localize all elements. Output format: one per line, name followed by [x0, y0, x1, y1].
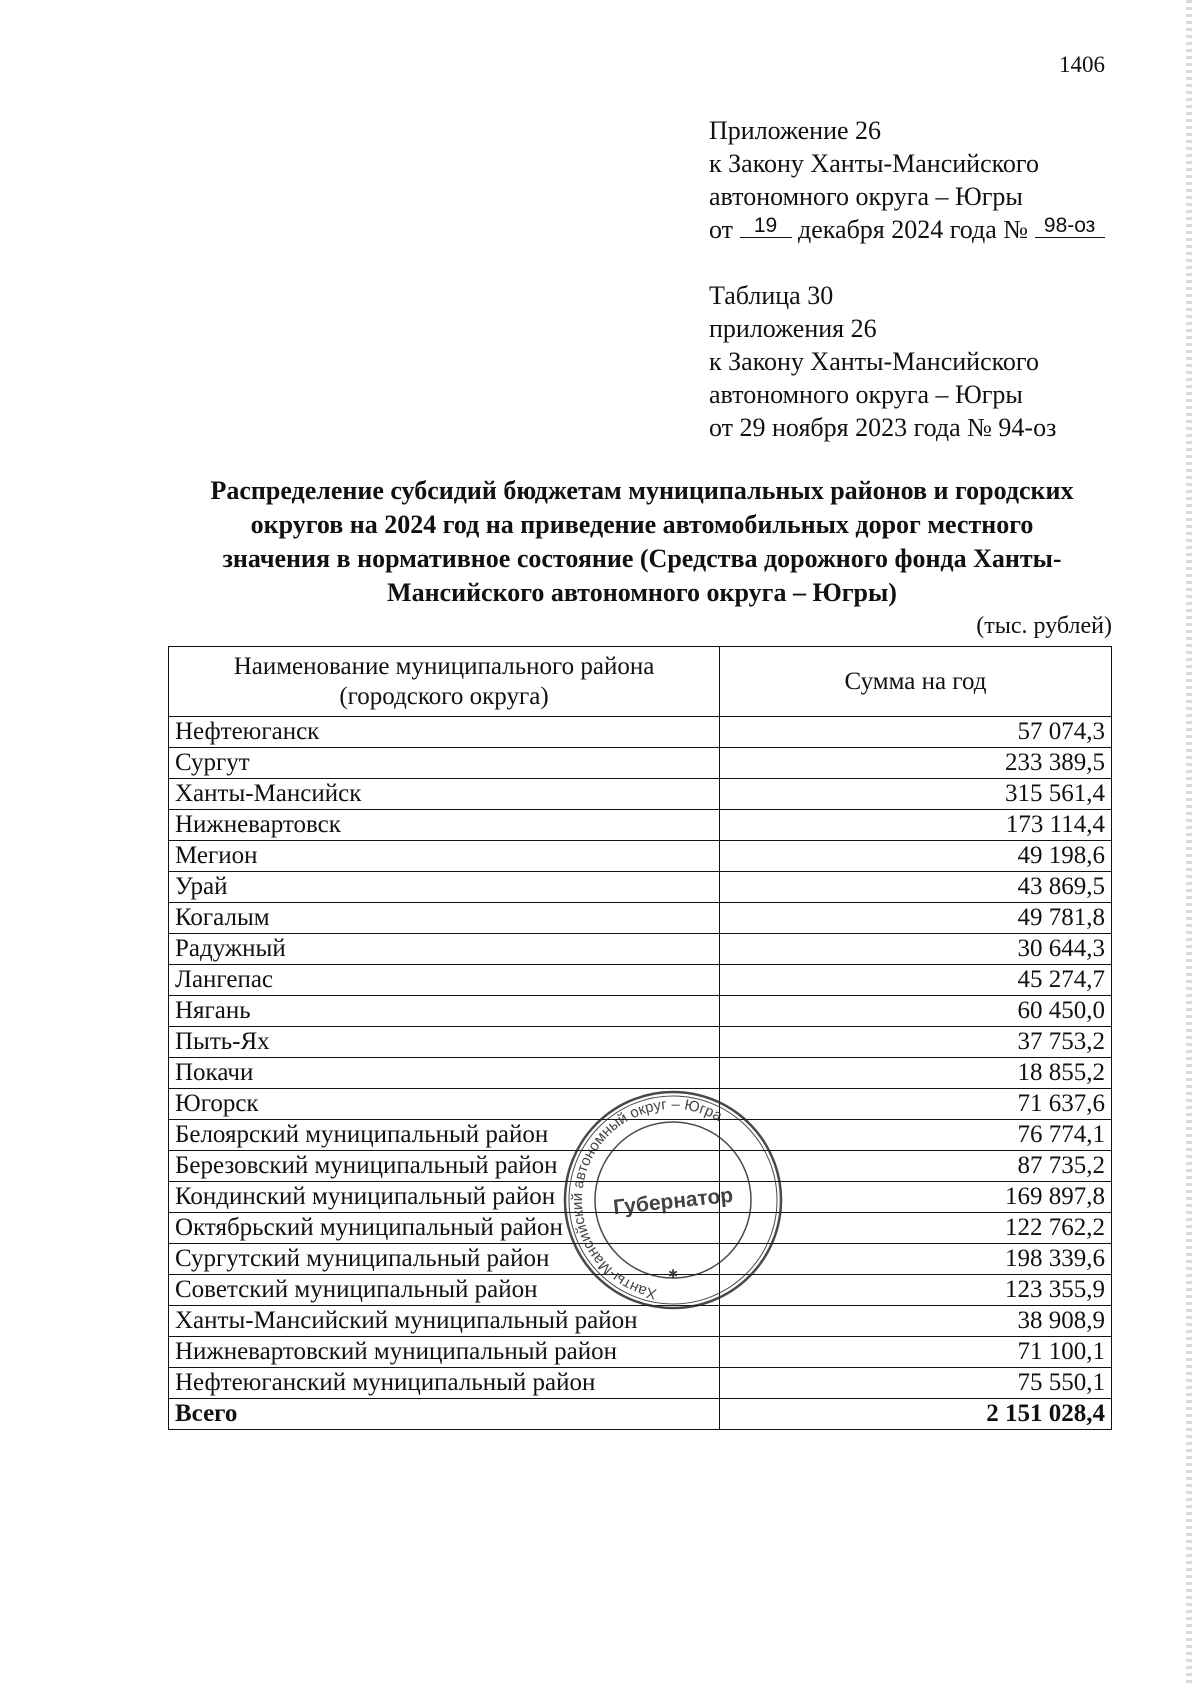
table-row [169, 965, 1112, 996]
appendix-date-line [709, 213, 1129, 246]
table-row [169, 1368, 1112, 1399]
annual-sum: 315 561,4 [720, 779, 1112, 810]
municipality-name: Белоярский муниципальный район [169, 1120, 720, 1151]
municipality-name: Ханты-Мансийск [169, 779, 720, 810]
title-line: Распределение субсидий бюджетам муниципальных районов и городских [210, 476, 1074, 505]
total-label: Всего [169, 1399, 720, 1430]
annual-sum: 169 897,8 [720, 1182, 1112, 1213]
municipality-name: Радужный [169, 934, 720, 965]
table-row [169, 872, 1112, 903]
annual-sum: 45 274,7 [720, 965, 1112, 996]
municipality-name: Лангепас [169, 965, 720, 996]
table-row [169, 1089, 1112, 1120]
table-row [169, 996, 1112, 1027]
annual-sum: 38 908,9 [720, 1306, 1112, 1337]
table-row [169, 1275, 1112, 1306]
municipality-name: Сургут [169, 748, 720, 779]
table-row [169, 934, 1112, 965]
table-header-row [169, 647, 1112, 717]
units-label: (тыс. рублей) [976, 613, 1112, 639]
annual-sum: 43 869,5 [720, 872, 1112, 903]
table-row [169, 1244, 1112, 1275]
date-middle: декабря 2024 года № [798, 215, 1029, 244]
title-line: Мансийского автономного округа – Югры) [387, 578, 897, 607]
table-row [169, 1058, 1112, 1089]
table-row [169, 748, 1112, 779]
municipality-name: Когалым [169, 903, 720, 934]
municipality-name: Советский муниципальный район [169, 1275, 720, 1306]
appendix-reference [709, 114, 1129, 246]
table-row [169, 779, 1112, 810]
annual-sum: 71 100,1 [720, 1337, 1112, 1368]
table-row [169, 1306, 1112, 1337]
header-name-cell [169, 647, 720, 717]
municipality-name: Октябрьский муниципальный район [169, 1213, 720, 1244]
annual-sum: 122 762,2 [720, 1213, 1112, 1244]
table-row [169, 1027, 1112, 1058]
annual-sum: 123 355,9 [720, 1275, 1112, 1306]
annual-sum: 233 389,5 [720, 748, 1112, 779]
annual-sum: 57 074,3 [720, 717, 1112, 748]
annual-sum: 49 198,6 [720, 841, 1112, 872]
annual-sum: 60 450,0 [720, 996, 1112, 1027]
appendix-line: автономного округа – Югры [709, 182, 1023, 211]
table-row [169, 1337, 1112, 1368]
municipality-name: Нижневартовский муниципальный район [169, 1337, 720, 1368]
header-name-line: Наименование муниципального района [233, 652, 655, 680]
municipality-name: Нижневартовск [169, 810, 720, 841]
municipality-name: Нягань [169, 996, 720, 1027]
document-title [168, 474, 1116, 610]
table-ref-line: от 29 ноября 2023 года № 94-оз [709, 413, 1057, 442]
municipality-name: Урай [169, 872, 720, 903]
subsidy-table [168, 646, 1112, 1430]
annual-sum: 71 637,6 [720, 1089, 1112, 1120]
annual-sum: 173 114,4 [720, 810, 1112, 841]
header-sum-cell: Сумма на год [720, 647, 1112, 717]
stamp-ring-textpath: Ханты-Мансийский автономный округ – Югра [568, 1095, 725, 1303]
scan-edge-artifact [1186, 0, 1192, 1686]
date-prefix: от [709, 215, 734, 244]
total-row [169, 1399, 1112, 1430]
annual-sum: 18 855,2 [720, 1058, 1112, 1089]
municipality-name: Югорск [169, 1089, 720, 1120]
table-row [169, 1151, 1112, 1182]
annual-sum: 76 774,1 [720, 1120, 1112, 1151]
municipality-name: Покачи [169, 1058, 720, 1089]
municipality-name: Нефтеюганский муниципальный район [169, 1368, 720, 1399]
law-day-field: 19 [740, 215, 792, 238]
table-row [169, 1213, 1112, 1244]
title-line: округов на 2024 год на приведение автомобильных дорог местного [250, 510, 1034, 539]
table-row [169, 810, 1112, 841]
table-row [169, 1120, 1112, 1151]
annual-sum: 87 735,2 [720, 1151, 1112, 1182]
stamp-star-icon: ✱ [667, 1267, 679, 1281]
annual-sum: 37 753,2 [720, 1027, 1112, 1058]
table-row [169, 717, 1112, 748]
total-sum: 2 151 028,4 [720, 1399, 1112, 1430]
municipality-name: Нефтеюганск [169, 717, 720, 748]
table-reference [709, 279, 1129, 444]
municipality-name: Мегион [169, 841, 720, 872]
municipality-name: Березовский муниципальный район [169, 1151, 720, 1182]
table-body [169, 717, 1112, 1430]
table-ref-line: приложения 26 [709, 314, 877, 343]
law-number-field: 98-оз [1035, 215, 1105, 238]
appendix-line: Приложение 26 [709, 116, 882, 145]
appendix-line: к Закону Ханты-Мансийского [709, 149, 1039, 178]
annual-sum: 49 781,8 [720, 903, 1112, 934]
table-ref-line: к Закону Ханты-Мансийского [709, 347, 1039, 376]
table-row [169, 903, 1112, 934]
page-number: 1406 [1059, 52, 1105, 77]
table-row [169, 841, 1112, 872]
annual-sum: 198 339,6 [720, 1244, 1112, 1275]
municipality-name: Кондинский муниципальный район [169, 1182, 720, 1213]
municipality-name: Сургутский муниципальный район [169, 1244, 720, 1275]
municipality-name: Пыть-Ях [169, 1027, 720, 1058]
table-ref-line: автономного округа – Югры [709, 380, 1023, 409]
annual-sum: 75 550,1 [720, 1368, 1112, 1399]
header-name-line: (городского округа) [339, 682, 549, 710]
stamp-center-text: Губернатор [612, 1183, 735, 1220]
table-row [169, 1182, 1112, 1213]
annual-sum: 30 644,3 [720, 934, 1112, 965]
municipality-name: Ханты-Мансийский муниципальный район [169, 1306, 720, 1337]
title-line: значения в нормативное состояние (Средства дорожного фонда Ханты- [222, 544, 1062, 573]
table-ref-line: Таблица 30 [709, 281, 834, 310]
